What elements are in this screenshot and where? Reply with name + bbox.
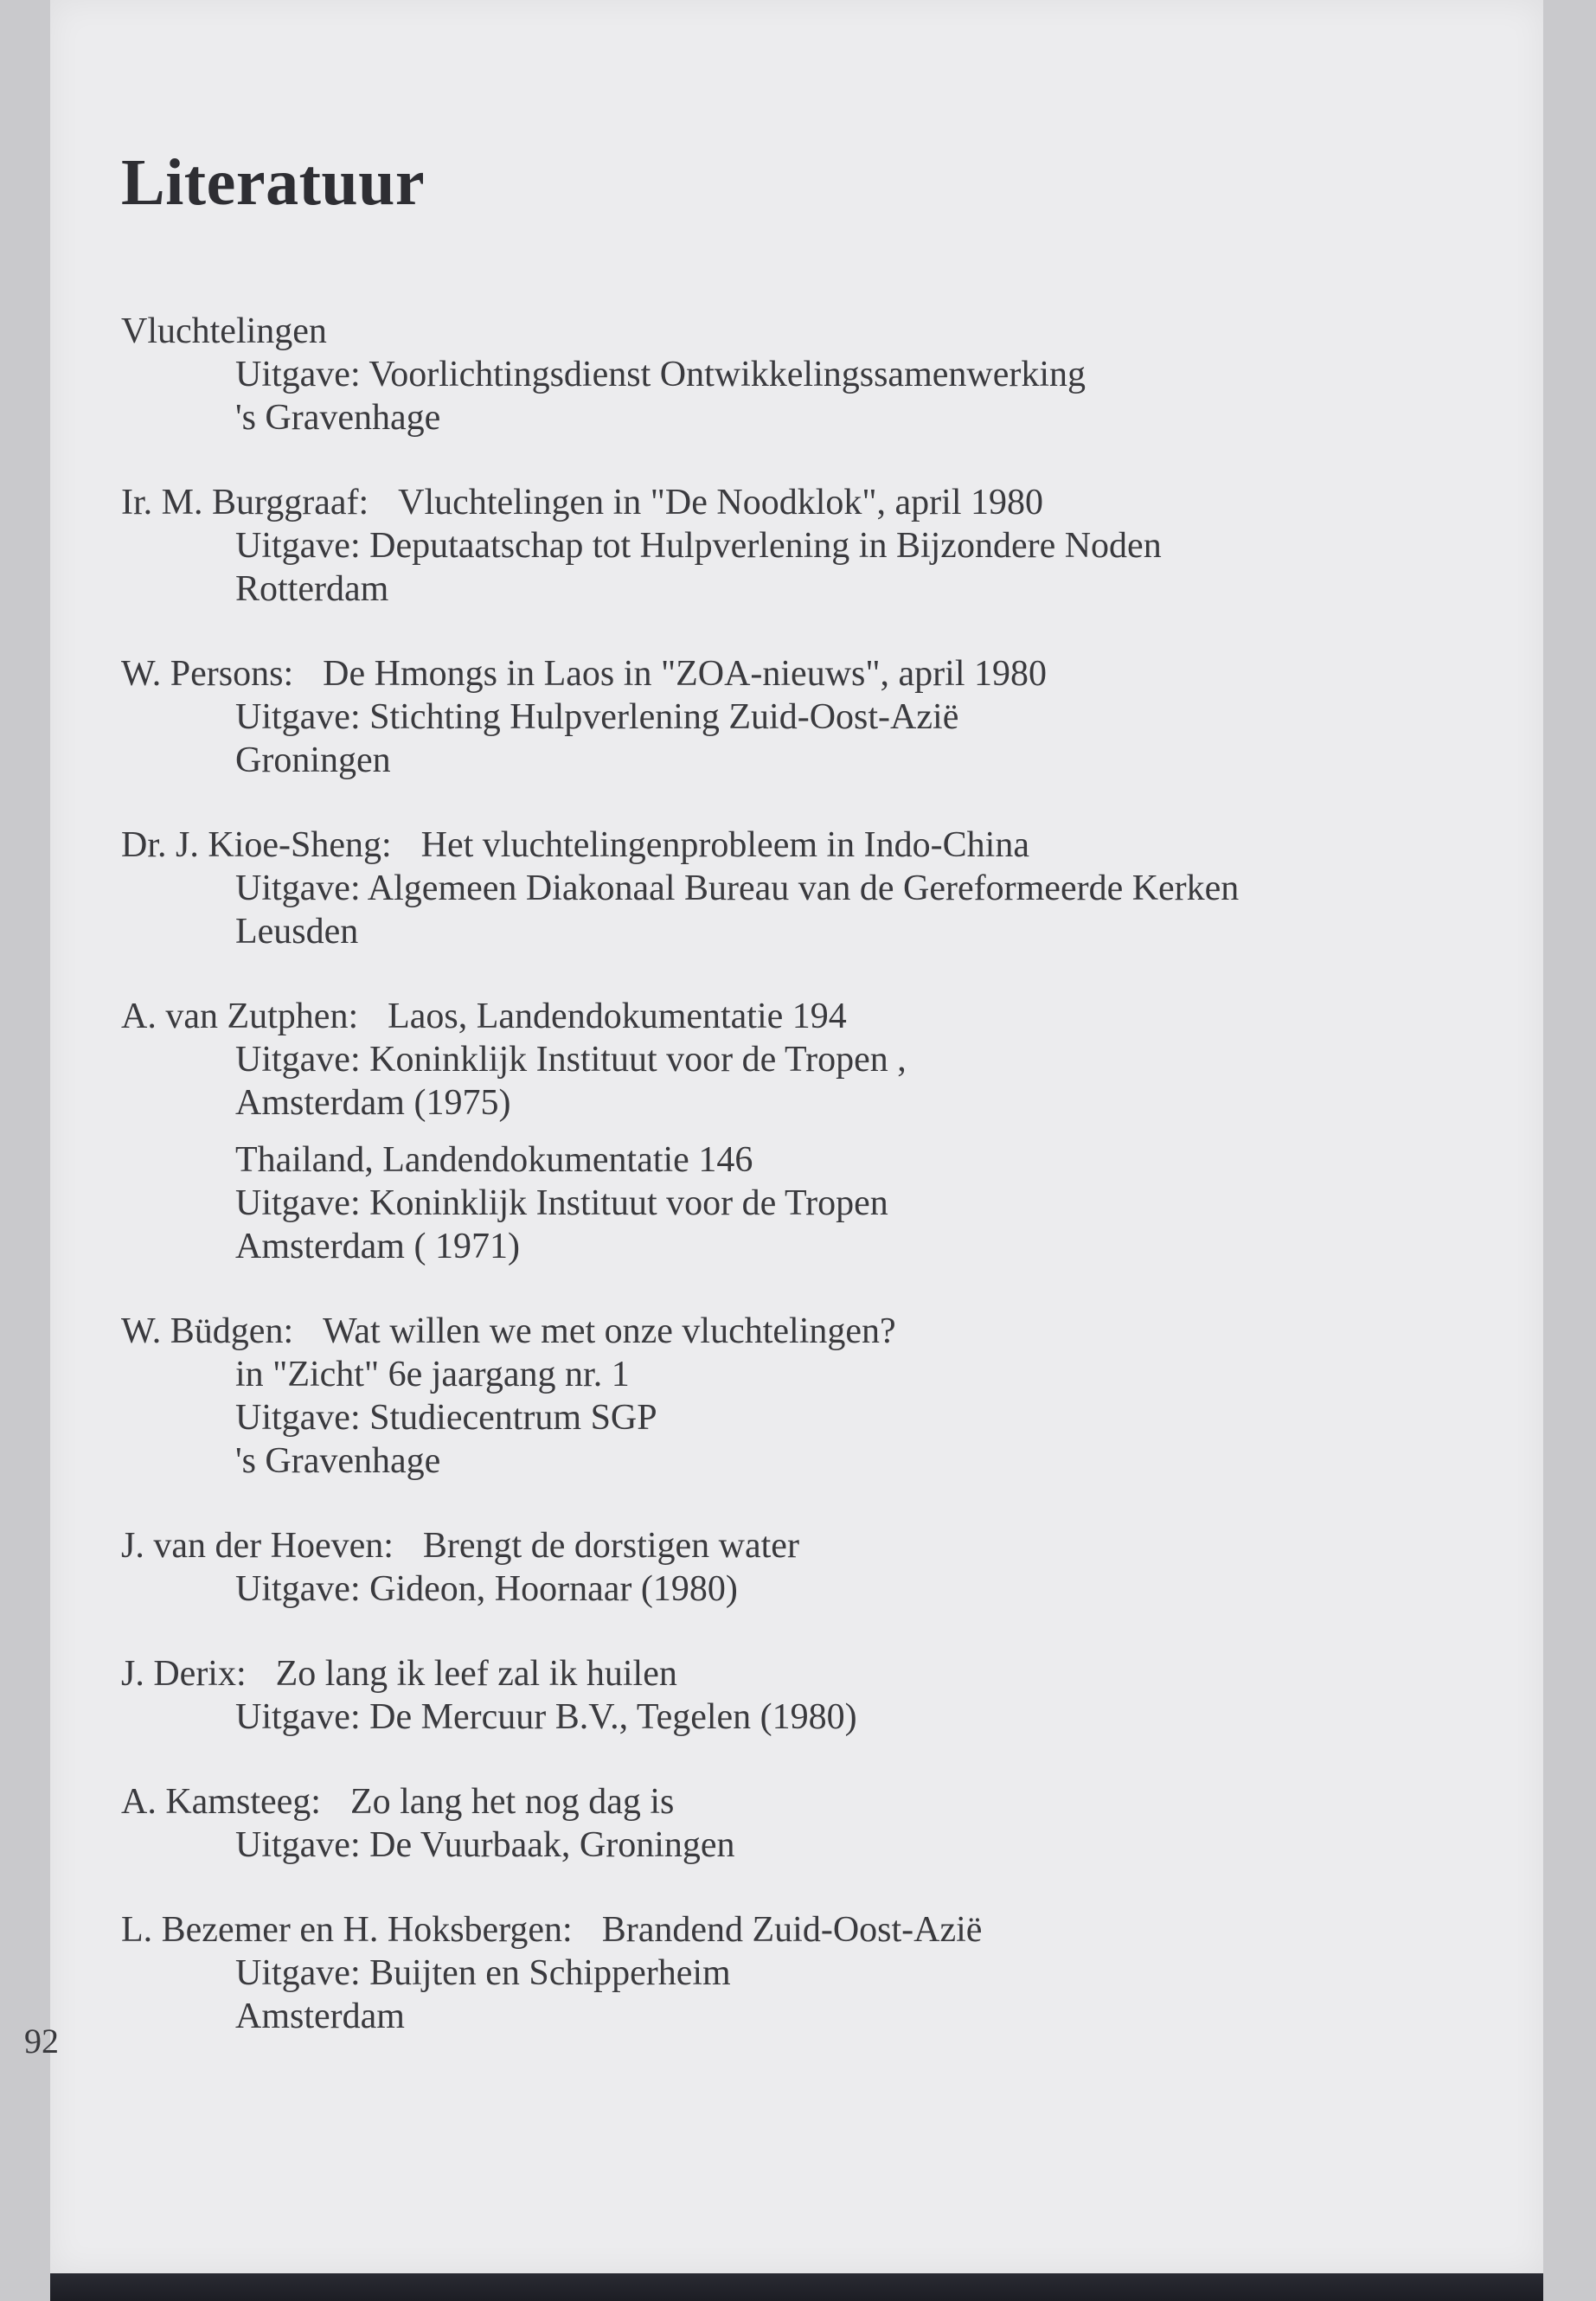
- reference-detail: Uitgave: Stichting Hulpverlening Zuid-Oost-Azië: [235, 697, 959, 737]
- reference-title: Vluchtelingen in "De Noodklok", april 1980: [398, 483, 1043, 522]
- page-bottom-edge: [50, 2273, 1543, 2301]
- reference-item: [121, 1908, 1471, 2038]
- reference-detail: Leusden: [235, 912, 359, 952]
- reference-detail: Uitgave: Deputaatschap tot Hulpverlening in Bijzondere Noden: [235, 526, 1162, 566]
- page-number: 92: [24, 2022, 59, 2061]
- reference-detail: Amsterdam (1975): [235, 1083, 511, 1123]
- reference-list: [121, 310, 1471, 2080]
- reference-item: [121, 310, 1471, 439]
- reference-item: [121, 1780, 1471, 1867]
- reference-title: Wat willen we met onze vluchtelingen?: [323, 1311, 896, 1351]
- reference-detail: 's Gravenhage: [235, 1441, 441, 1481]
- reference-title: Laos, Landendokumentatie 194: [388, 997, 847, 1036]
- reference-detail: 's Gravenhage: [235, 398, 441, 438]
- reference-title: Zo lang het nog dag is: [349, 1782, 675, 1822]
- reference-detail: in "Zicht" 6e jaargang nr. 1: [235, 1355, 630, 1394]
- reference-item: [121, 1310, 1471, 1483]
- reference-item: [121, 481, 1471, 611]
- page-title: Literatuur: [121, 146, 426, 219]
- reference-author: Dr. J. Kioe-Sheng:: [121, 825, 392, 865]
- reference-detail: Uitgave: Buijten en Schipperheim: [235, 1953, 731, 1993]
- reference-item: [121, 824, 1471, 953]
- reference-detail: Uitgave: Voorlichtingsdienst Ontwikkelingssamenwerking: [235, 355, 1086, 394]
- reference-item: [121, 652, 1471, 782]
- reference-detail: Groningen: [235, 740, 391, 780]
- reference-item: [121, 1524, 1471, 1611]
- reference-title: Brengt de dorstigen water: [422, 1526, 799, 1566]
- reference-detail: Amsterdam: [235, 1997, 405, 2036]
- reference-title: De Hmongs in Laos in "ZOA-nieuws", april 1980: [323, 654, 1047, 694]
- reference-detail: Uitgave: Gideon, Hoornaar (1980): [235, 1569, 738, 1609]
- reference-author: J. van der Hoeven:: [121, 1526, 394, 1566]
- reference-title: Brandend Zuid-Oost-Azië: [601, 1910, 983, 1950]
- reference-author: W. Büdgen:: [121, 1311, 294, 1351]
- reference-author: W. Persons:: [121, 654, 294, 694]
- reference-item: [121, 995, 1471, 1268]
- reference-author: J. Derix:: [121, 1654, 247, 1694]
- reference-title: Het vluchtelingenprobleem in Indo-China: [420, 825, 1029, 865]
- reference-detail: Uitgave: De Vuurbaak, Groningen: [235, 1825, 735, 1865]
- reference-author: Ir. M. Burggraaf:: [121, 483, 369, 522]
- reference-author: A. van Zutphen:: [121, 997, 359, 1036]
- reference-second-title: Thailand, Landendokumentatie 146: [235, 1140, 753, 1180]
- reference-item: [121, 1652, 1471, 1739]
- reference-detail: Uitgave: Koninklijk Instituut voor de Tropen: [235, 1183, 888, 1223]
- reference-title: Zo lang ik leef zal ik huilen: [275, 1654, 677, 1694]
- reference-author: L. Bezemer en H. Hoksbergen:: [121, 1910, 573, 1950]
- reference-detail: Uitgave: Studiecentrum SGP: [235, 1398, 657, 1438]
- reference-author: A. Kamsteeg:: [121, 1782, 321, 1822]
- reference-detail: Rotterdam: [235, 569, 389, 609]
- reference-detail: Uitgave: Koninklijk Instituut voor de Tropen ,: [235, 1040, 907, 1080]
- reference-detail: Uitgave: Algemeen Diakonaal Bureau van de Gereformeerde Kerken: [235, 868, 1240, 908]
- reference-title: Vluchtelingen: [121, 311, 327, 351]
- reference-detail: Uitgave: De Mercuur B.V., Tegelen (1980): [235, 1697, 857, 1737]
- reference-detail: Amsterdam ( 1971): [235, 1227, 520, 1266]
